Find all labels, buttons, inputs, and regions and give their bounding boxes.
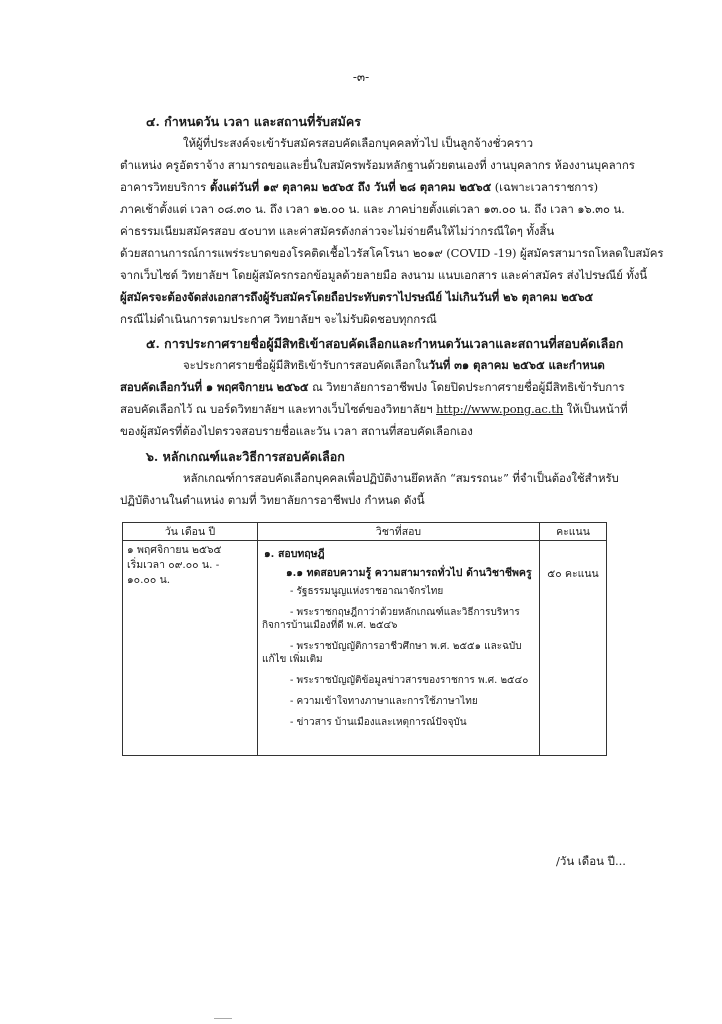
list-item — [262, 640, 535, 666]
topic-text: - ข่าวสาร บ้านเมืองและเหตุการณ์ปัจจุบัน — [290, 717, 467, 728]
page-number: -๓- — [352, 70, 370, 84]
exam-score-cell — [540, 541, 607, 756]
section-4-line-3 — [120, 179, 598, 197]
exam-schedule-table — [122, 522, 607, 756]
section-5-line-3-start: สอบคัดเลือกไว้ ณ บอร์ดวิทยาลัยฯ และทางเว็บไซต์ของวิทยาลัยฯ — [120, 402, 437, 416]
topic-text: - ความเข้าใจทางภาษาและการใช้ภาษาไทย — [290, 696, 478, 707]
section-4-line-5: ค่าธรรมเนียมสมัครสอบ ๕๐บาท และค่าสมัครดังกล่าวจะไม่จ่ายคืนให้ไม่ว่ากรณีใดๆ ทั้งสิ้น — [120, 224, 555, 238]
topic-continuation: แก้ไข เพิ่มเติม — [262, 654, 323, 665]
list-item — [262, 716, 535, 729]
list-item — [262, 695, 535, 708]
exam-start-time: เริ่มเวลา ๐๙.๐๐ น. - — [127, 559, 220, 571]
section-6-heading: ๖. หลักเกณฑ์และวิธีการสอบคัดเลือก — [146, 449, 345, 464]
header-score: คะแนน — [540, 523, 607, 541]
section-4-application-period: ตั้งแต่วันที่ ๑๙ ตุลาคม ๒๕๖๕ ถึง วันที่ ๒๘ ตุลาคม ๒๕๖๕ — [209, 180, 492, 194]
section-4-line-3-end: (เฉพาะเวลาราชการ) — [491, 180, 598, 194]
section-4-line-2: ตำแหน่ง ครูอัตราจ้าง สามารถขอและยื่นใบสมัครพร้อมหลักฐานด้วยตนเองที่ งานบุคลากร ห้องงานบุคลากร — [120, 158, 635, 172]
scan-mark — [214, 1012, 232, 1019]
exam-score: ๕๐ คะแนน — [547, 568, 599, 580]
topic-text: - พระราชบัญญัติการอาชีวศึกษา พ.ศ. ๒๕๕๑ และฉบับ — [290, 641, 522, 652]
section-5-line-1-start: จะประกาศรายชื่อผู้มีสิทธิเข้ารับการสอบคัดเลือกใน — [183, 358, 429, 372]
section-5-line-3-end: ให้เป็นหน้าที่ — [563, 402, 628, 416]
section-6-line-2: ปฏิบัติงานในตำแหน่ง ตามที่ วิทยาลัยการอาชีพปง กำหนด ดังนี้ — [120, 493, 425, 507]
section-5-heading: ๕. การประกาศรายชื่อผู้มีสิทธิเข้าสอบคัดเลือกและกำหนดวันเวลาและสถานที่สอบคัดเลือก — [146, 336, 624, 351]
header-date: วัน เดือน ปี — [123, 523, 258, 541]
section-4-line-6: ด้วยสถานการณ์การแพร่ระบาดของโรคติดเชื้อไวรัสโคโรนา ๒๐๑๙ (COVID -19) ผู้สมัครสามารถโหลดใบสมัคร — [120, 246, 664, 260]
section-4-line-1: ให้ผู้ที่ประสงค์จะเข้ารับสมัครสอบคัดเลือกบุคคลทั่วไป เป็นลูกจ้างชั่วคราว — [183, 136, 534, 150]
section-5-line-1 — [183, 357, 605, 375]
table-header-row — [123, 523, 607, 541]
subject-main: ๑. สอบทฤษฎี — [264, 548, 325, 560]
section-4-line-4: ภาคเช้าตั้งแต่ เวลา ๐๘.๓๐ น. ถึง เวลา ๑๒.๐๐ น. และ ภาคบ่ายตั้งแต่เวลา ๑๓.๐๐ น. ถึง เวลา ๑๖.๓๐ น. — [120, 202, 625, 216]
list-item — [262, 674, 535, 687]
list-item — [262, 585, 535, 598]
topic-text: - รัฐธรรมนูญแห่งราชอาณาจักรไทย — [290, 586, 444, 597]
topic-continuation: กิจการบ้านเมืองที่ดี พ.ศ. ๒๕๔๖ — [262, 620, 398, 631]
topic-text: - พระราชกฤษฎีกาว่าด้วยหลักเกณฑ์และวิธีการบริหาร — [290, 607, 520, 618]
section-4-line-3-start: อาคารวิทยบริการ — [120, 180, 210, 194]
header-subject: วิชาที่สอบ — [258, 523, 540, 541]
table-row — [123, 541, 607, 756]
section-5-exam-date: สอบคัดเลือกวันที่ ๑ พฤศจิกายน ๒๕๖๕ — [120, 380, 309, 394]
exam-date-cell — [123, 541, 258, 756]
section-5-announcement-date: วันที่ ๓๑ ตุลาคม ๒๕๖๕ และกำหนด — [428, 358, 605, 372]
continued-note: /วัน เดือน ปี... — [556, 854, 626, 868]
section-5-line-4: ของผู้สมัครที่ต้องไปตรวจสอบรายชื่อและวัน เวลา สถานที่สอบคัดเลือกเอง — [120, 424, 473, 438]
section-5-line-2 — [120, 379, 625, 397]
exam-date: ๑ พฤศจิกายน ๒๕๖๕ — [127, 544, 222, 556]
exam-end-time: ๑๐.๐๐ น. — [127, 574, 171, 586]
college-website-link[interactable]: http://www.pong.ac.th — [436, 402, 564, 416]
topic-list — [262, 585, 535, 753]
subject-sub: ๑.๑ ทดสอบความรู้ ความสามารถทั่วไป ด้านวิชาชีพครู — [286, 567, 532, 579]
section-4-line-9: กรณีไม่ดำเนินการตามประกาศ วิทยาลัยฯ จะไม่รับผิดชอบทุกกรณี — [120, 312, 437, 326]
section-5-line-3 — [120, 401, 628, 419]
topic-text: - พระราชบัญญัติข้อมูลข่าวสารของราชการ พ.ศ. ๒๕๔๐ — [290, 675, 529, 686]
section-4-deadline: ผู้สมัครจะต้องจัดส่งเอกสารถึงผู้รับสมัครโดยถือประทับตราไปรษณีย์ ไม่เกินวันที่ ๒๖ ตุลาคม ๒๕๖๕ — [120, 290, 594, 304]
section-4-heading: ๔. กำหนดวัน เวลา และสถานที่รับสมัคร — [146, 114, 361, 129]
section-5-line-2-end: ณ วิทยาลัยการอาชีพปง โดยปิดประกาศรายชื่อผู้มีสิทธิเข้ารับการ — [308, 380, 625, 394]
list-item — [262, 606, 535, 632]
section-4-line-8 — [120, 289, 593, 307]
section-4-line-7: จากเว็บไซต์ วิทยาลัยฯ โดยผู้สมัครกรอกข้อมูลด้วยลายมือ ลงนาม แนบเอกสาร และค่าสมัคร ส่งไปรษณีย์ ทั้งนี้ — [120, 268, 648, 282]
section-6-line-1: หลักเกณฑ์การสอบคัดเลือกบุคคลเพื่อปฏิบัติงานยึดหลัก “สมรรถนะ” ที่จำเป็นต้องใช้สำหรับ — [183, 471, 619, 485]
exam-subject-cell — [258, 541, 540, 756]
